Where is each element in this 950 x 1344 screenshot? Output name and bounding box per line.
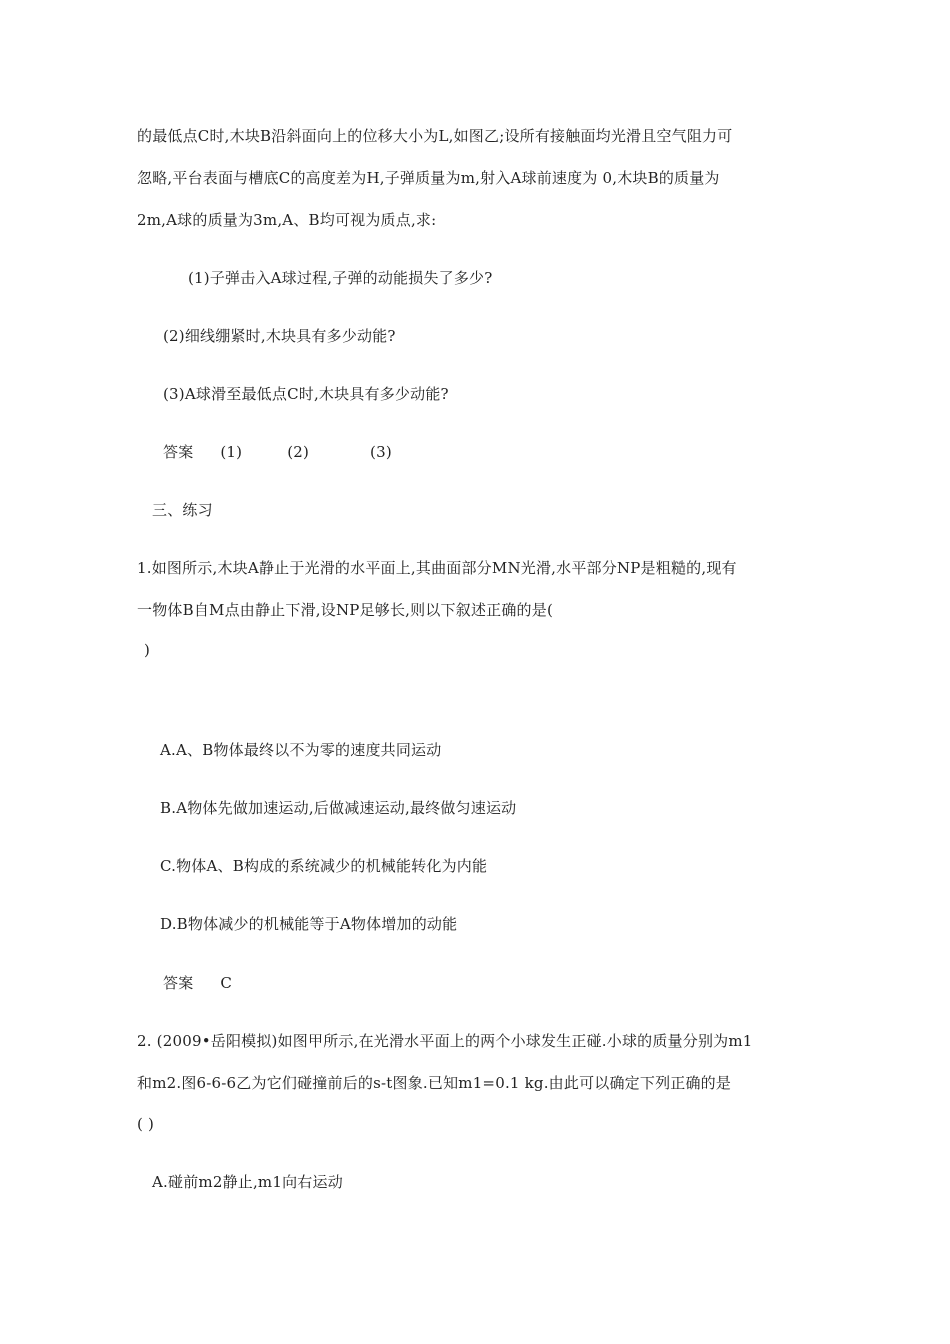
answer-line-1 — [163, 442, 392, 462]
q1-answer-value: C — [220, 974, 233, 992]
q1-option-d: D.B物体减少的机械能等于A物体增加的动能 — [160, 915, 458, 933]
q2-option-a: A.碰前m2静止,m1向右运动 — [152, 1173, 343, 1191]
sub-question-1: (1)子弹击入A球过程,子弹的动能损失了多少? — [188, 269, 493, 287]
answer-part-2: (2) — [287, 443, 310, 461]
intro-line-2: 忽略,平台表面与槽底C的高度差为H,子弹质量为m,射入A球前速度为 0,木块B的质量为 — [137, 169, 720, 187]
q1-line-2: 一物体B自M点由静止下滑,设NP足够长,则以下叙述正确的是( — [137, 601, 553, 619]
q2-line-2: 和m2.图6-6-6乙为它们碰撞前后的s-t图象.已知m1=0.1 kg.由此可以确定下列正确的是 — [137, 1074, 732, 1092]
q1-option-c: C.物体A、B构成的系统减少的机械能转化为内能 — [160, 857, 488, 875]
sub-question-2: (2)细线绷紧时,木块具有多少动能? — [163, 327, 396, 345]
q1-line-1: 1.如图所示,木块A静止于光滑的水平面上,其曲面部分MN光滑,水平部分NP是粗糙的,现有 — [137, 559, 737, 577]
q2-line-3: ( ) — [137, 1115, 155, 1133]
q1-answer-line — [163, 973, 232, 993]
q1-line-3: ) — [144, 641, 151, 659]
q1-option-a: A.A、B物体最终以不为零的速度共同运动 — [160, 741, 442, 759]
q1-answer-label: 答案 — [163, 974, 194, 992]
section-title: 三、练习 — [152, 501, 213, 519]
answer-label: 答案 — [163, 443, 194, 461]
answer-part-1: (1) — [220, 443, 243, 461]
answer-part-3: (3) — [370, 443, 392, 461]
sub-question-3: (3)A球滑至最低点C时,木块具有多少动能? — [163, 385, 449, 403]
intro-line-3: 2m,A球的质量为3m,A、B均可视为质点,求: — [137, 211, 437, 229]
q1-option-b: B.A物体先做加速运动,后做减速运动,最终做匀速运动 — [160, 799, 517, 817]
q2-line-1: 2. (2009•岳阳模拟)如图甲所示,在光滑水平面上的两个小球发生正碰.小球的质量分别为m1 — [137, 1032, 753, 1050]
intro-line-1: 的最低点C时,木块B沿斜面向上的位移大小为L,如图乙;设所有接触面均光滑且空气阻力可 — [137, 127, 733, 145]
